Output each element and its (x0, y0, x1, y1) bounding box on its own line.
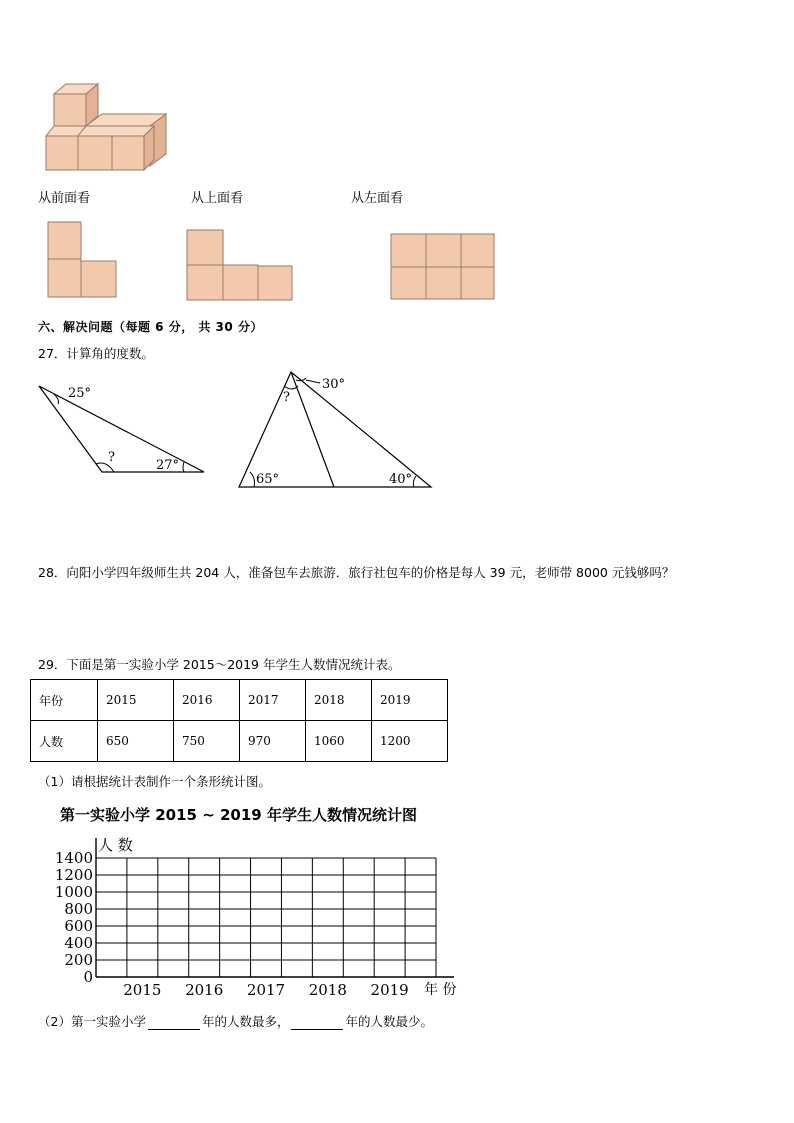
table-cell: 1200 (372, 721, 448, 762)
y-tick-label: 600 (64, 917, 93, 935)
view-label-top: 从上面看 (191, 191, 244, 206)
question-28: 28．向阳小学四年级师生共 204 人，准备包车去旅游．旅行社包车的价格是每人 39 元，老师带 8000 元钱够吗？ (38, 565, 675, 580)
sub2-prefix: （2）第一实验小学 (38, 1014, 146, 1029)
sub2-suffix: 年的人数最少。 (345, 1014, 433, 1029)
stats-table (30, 679, 448, 762)
triangle2-unknown-angle: ? (283, 390, 290, 405)
y-tick-label: 1200 (54, 866, 93, 884)
section-heading: 六、解决问题（每题 6 分， 共 30 分） (38, 320, 263, 334)
question-29-sub2 (38, 1012, 433, 1030)
triangle1-unknown-angle: ? (108, 450, 115, 465)
table-cell: 650 (98, 721, 174, 762)
triangle1-right-angle: 27° (156, 458, 180, 473)
table-cell: 人数 (31, 721, 98, 762)
y-tick-label: 0 (83, 968, 93, 986)
chart-title: 第一实验小学 2015 ~ 2019 年学生人数情况统计图 (60, 806, 417, 824)
table-row-years (31, 680, 448, 721)
table-cell: 年份 (31, 680, 98, 721)
question-27: 27．计算角的度数。 (38, 346, 154, 361)
cube-solid-figure (40, 80, 175, 175)
x-tick-label: 2015 (123, 981, 162, 999)
question-29-sub1: （1）请根据统计表制作一个条形统计图。 (38, 774, 271, 789)
chart-y-label: 人 数 (98, 836, 133, 854)
top-view-figure (185, 228, 295, 302)
y-tick-label: 1000 (54, 883, 93, 901)
sub2-middle: 年的人数最多， (201, 1014, 290, 1029)
chart-grid (96, 838, 454, 977)
view-label-front: 从前面看 (38, 191, 91, 206)
table-cell: 970 (240, 721, 306, 762)
x-tick-label: 2017 (246, 981, 286, 999)
y-tick-label: 1400 (54, 849, 93, 867)
table-cell: 2015 (98, 680, 174, 721)
triangle2-left-angle: 65° (256, 472, 280, 487)
chart-x-ticks (123, 981, 408, 999)
table-cell: 2018 (306, 680, 372, 721)
table-cell: 1060 (306, 721, 372, 762)
x-tick-label: 2016 (185, 981, 224, 999)
front-view-figure (46, 220, 120, 300)
answer-blank-most[interactable] (148, 1015, 200, 1030)
x-tick-label: 2018 (308, 981, 347, 999)
table-cell: 2016 (174, 680, 240, 721)
left-view-figure (389, 232, 497, 302)
x-tick-label: 2019 (370, 981, 409, 999)
answer-blank-least[interactable] (291, 1015, 343, 1030)
triangle2-right-angle: 40° (389, 472, 413, 487)
triangle1-top-angle: 25° (68, 386, 92, 401)
y-tick-label: 200 (64, 951, 93, 969)
triangle-2 (236, 368, 436, 492)
question-29: 29．下面是第一实验小学 2015～2019 年学生人数情况统计表。 (38, 657, 401, 672)
chart-y-ticks (55, 849, 93, 986)
triangle2-top-angle: 30° (322, 377, 346, 392)
table-row-counts (31, 721, 448, 762)
table-cell: 2019 (372, 680, 448, 721)
view-label-left: 从左面看 (351, 191, 404, 206)
chart-x-label: 年 份 (424, 982, 457, 998)
y-tick-label: 800 (64, 900, 93, 918)
table-cell: 2017 (240, 680, 306, 721)
y-tick-label: 400 (64, 934, 93, 952)
triangle-1 (36, 380, 211, 480)
table-cell: 750 (174, 721, 240, 762)
bar-chart (40, 832, 470, 1002)
